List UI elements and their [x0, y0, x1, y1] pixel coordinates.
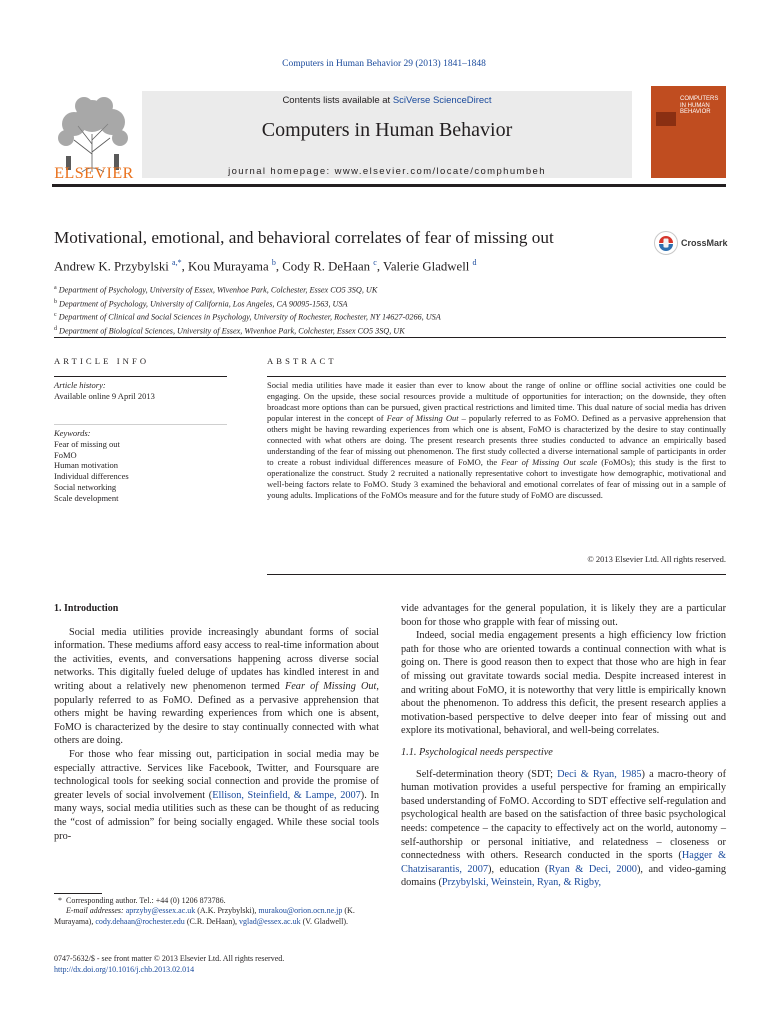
keyword-item: Scale development — [54, 492, 119, 503]
article-info-heading: ARTICLE INFO — [54, 356, 150, 366]
author-name[interactable]: Valerie Gladwell — [383, 259, 470, 274]
affiliation-item: $^c$ Department of Clinical and Social Sciences in Psychology, University of Rochester, Rochester, NY 14627-0266, USA — [54, 312, 441, 322]
abstract-heading: ABSTRACT — [267, 356, 337, 366]
body-column-right — [401, 602, 726, 890]
author-affiliation-mark[interactable]: a,* — [172, 258, 182, 267]
author-affiliation-mark[interactable]: b — [271, 258, 276, 267]
citation-link[interactable]: Hagger & Chatzisarantis, 2007 — [401, 850, 726, 875]
author-list: Andrew K. Przybylski $^{a,*}$, Kou Murayama $^b$, Cody R. DeHaan $^c$, Valerie Gladwell $^d$ — [54, 258, 477, 274]
abstract-copyright: © 2013 Elsevier Ltd. All rights reserved. — [587, 554, 726, 564]
affiliation-item: $^b$ Department of Psychology, University of California, Los Angeles, CA 90095-1563, USA — [54, 298, 348, 309]
email-link[interactable]: murakou@orion.ocn.ne.jp — [258, 906, 343, 916]
affiliation-list — [54, 283, 734, 337]
crossmark-icon[interactable] — [654, 230, 678, 256]
footnotes — [54, 896, 379, 927]
affiliation-item: $^a$ Department of Psychology, University of Essex, Wivenhoe Park, Colchester, Essex CO5 3SQ, UK — [54, 285, 378, 295]
abstract-text: Social media utilities have made it easier than ever to know about the range of online or offline social activities one could be engaging. On the upside, these social resources provide a multitude of opportunities for interaction; on the downside, they often broadcast more options than can be pursued, given practical restrictions and limited time. This dual nature of social media has driven popular interest in the concept of Fear of Missing Out – popularly referred to as FoMO. Defined as a pervasive apprehension that others might be having rewarding experiences from which one is absent, FoMO is characterized by the desire to stay continually connected with what others are doing. The present research presents three studies conducted to advance an empirically based understanding of the fear of missing out phenomenon. The first study collected a diverse international sample of participants in order to create a robust individual differences measure of FoMO, the Fear of Missing Out scale (FoMOs); this study is the first to operationalize the construct. Study 2 recruited a nationally representative cohort to investigate how demographic, motivational and well-being factors relate to FoMO. Study 3 examined the behavioral and emotional correlates of fear of missing out in a sample of young adults. Implications of the FoMOs measure and for the future study of FoMO are discussed. — [267, 380, 726, 500]
article-history — [54, 380, 229, 402]
section-title: 1. Introduction — [54, 603, 119, 614]
email-link[interactable]: cody.dehaan@rochester.edu — [95, 916, 185, 926]
citation-link[interactable]: Ryan & Deci, 2000 — [548, 863, 637, 875]
issn-line: 0747-5632/$ - see front matter © 2013 Elsevier Ltd. All rights reserved. — [54, 954, 285, 963]
crossmark-label[interactable]: CrossMark — [681, 238, 728, 248]
corresponding-author-note: * Corresponding author. Tel.: +44 (0) 1206 873786. — [54, 896, 226, 905]
keyword-item: Individual differences — [54, 471, 129, 482]
body-paragraph: Social media utilities provide increasingly abundant forms of social information. These mediums afford easy access to real-time information about the activities, events, and conversations happening across diverse social networks. This digitally fueled deluge of updates has kindled interest in and writing about a relatively new phenomenon termed Fear of Missing Out, popularly referred to as FoMO. Defined as a pervasive apprehension that others might be having rewarding experiences from which one is absent, FoMO is characterized by the desire to stay continually connected with what others are doing. — [54, 626, 379, 747]
body-paragraph: Indeed, social media engagement presents a high efficiency low friction path for those who are oriented towards a continual connection with what is going on. There is good reason then to expect that those who are high in fear of missing out gravitate towards social media. Despite increased interest in and writing about FoMO, it is noteworthy that very little is empirically known about the phenomenon. To address this deficit, the present research applies a motivation-based perspective to delve deeper into fear of missing out and explore its motivational, behavioral, and well-being correlates. — [401, 630, 726, 737]
journal-cover-image — [656, 112, 676, 126]
keywords-block — [54, 428, 229, 504]
article-title: Motivational, emotional, and behavioral correlates of fear of missing out — [54, 228, 554, 247]
citation-link[interactable]: Deci & Ryan, 1985 — [557, 768, 642, 780]
header-rule — [52, 184, 726, 187]
body-paragraph: For those who fear missing out, participation in social media may be especially attractive. Services like Facebook, Twitter, and Foursquare are technological tools for seeking social connection and provide the promise of greater levels of social involvement (Ellison, Steinfield, & Lampe, 2007). In many ways, social media utilities such as these can be thought of as reducing the “cost of admission” for being socially engaged. While these social tools pro- — [54, 748, 379, 842]
elsevier-wordmark: ELSEVIER — [54, 165, 134, 182]
body-column-left — [54, 602, 379, 843]
email-addresses: E-mail addresses: aprzyby@essex.ac.uk (A.K. Przybylski), murakou@orion.ocn.ne.jp (K. Murayama), cody.dehaan@rochester.edu (C.R. DeHaan), vglad@essex.ac.uk (V. Gladwell). — [54, 906, 355, 926]
issn-block — [54, 953, 379, 975]
keyword-item: Human motivation — [54, 460, 118, 471]
abstract-bottom-rule — [267, 574, 726, 575]
email-link[interactable]: vglad@essex.ac.uk — [239, 916, 301, 926]
citation-link[interactable]: Ellison, Steinfield, & Lampe, 2007 — [212, 789, 361, 801]
article-info-divider — [54, 424, 227, 425]
keyword-item: Fear of missing out — [54, 438, 120, 449]
author-affiliation-mark[interactable]: c — [373, 258, 377, 267]
journal-cover-title: COMPUTERS IN HUMAN BEHAVIOR — [680, 96, 719, 115]
author-affiliation-mark[interactable]: d — [472, 258, 477, 267]
article-history-value: Available online 9 April 2013 — [54, 390, 155, 401]
keywords-label: Keywords: — [54, 428, 91, 438]
body-paragraph: vide advantages for the general population, it is likely they are a particular boon for those who grapple with fear of missing out. — [401, 603, 726, 628]
affiliation-item: $^d$ Department of Biological Sciences, University of Essex, Wivenhoe Park, Colchester, Essex CO5 3SQ, UK — [54, 325, 405, 336]
author-name[interactable]: Kou Murayama — [187, 259, 269, 274]
section-rule — [54, 337, 726, 338]
email-link[interactable]: aprzyby@essex.ac.uk — [125, 906, 196, 916]
subsection-title: 1.1. Psychological needs perspective — [401, 746, 553, 758]
footnote-rule — [54, 893, 102, 894]
journal-title: Computers in Human Behavior — [261, 119, 513, 141]
author-name[interactable]: Andrew K. Przybylski — [54, 259, 169, 274]
journal-homepage[interactable]: journal homepage: www.elsevier.com/locate/comphumbeh — [228, 166, 546, 177]
doi-link[interactable]: http://dx.doi.org/10.1016/j.chb.2013.02.014 — [54, 965, 195, 974]
abstract-rule — [267, 376, 726, 377]
journal-citation[interactable]: Computers in Human Behavior 29 (2013) 1841–1848 — [282, 59, 486, 69]
article-history-label: Article history: — [54, 380, 106, 390]
sciencedirect-link[interactable]: SciVerse ScienceDirect — [392, 95, 492, 106]
contents-availability: Contents lists available at SciVerse ScienceDirect — [282, 95, 492, 106]
author-name[interactable]: Cody R. DeHaan — [282, 259, 371, 274]
article-info-rule — [54, 376, 227, 377]
keyword-item: Social networking — [54, 481, 117, 492]
keyword-item: FoMO — [54, 449, 77, 460]
body-paragraph: Self-determination theory (SDT; Deci & Ryan, 1985) a macro-theory of human motivation provides a useful perspective for framing an empirically based understanding of FoMO. According to SDT effective self-regulation and psychological health are based on the satisfaction of three basic psychological needs: competence – the capacity to effectively act on the world, autonomy – self-authorship or personal initiative, and relatedness – closeness or connectedness with others. Research conducted in the sports (Hagger & Chatzisarantis, 2007), education (Ryan & Deci, 2000), and video-gaming domains (Przybylski, Weinstein, Ryan, & Rigby, — [401, 768, 727, 889]
citation-link[interactable]: Przybylski, Weinstein, Ryan, & Rigby, — [441, 877, 602, 889]
